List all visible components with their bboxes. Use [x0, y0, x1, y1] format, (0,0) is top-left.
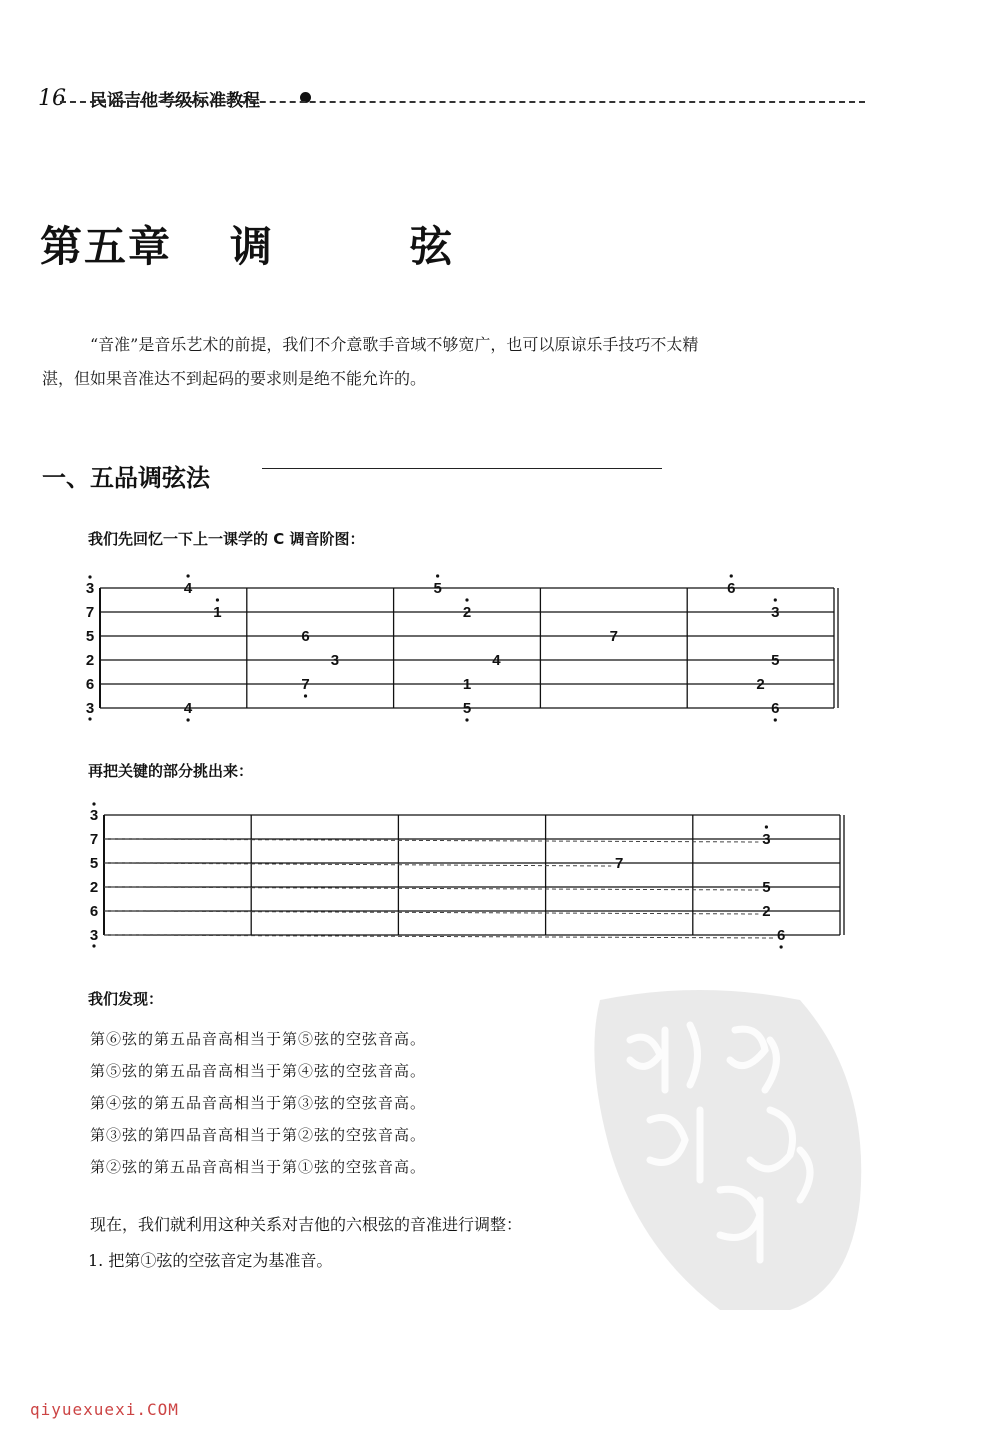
- scale-note: 4: [183, 580, 193, 597]
- open-note: 6: [89, 903, 99, 920]
- open-note: 7: [89, 831, 99, 848]
- scale-note: 7: [301, 676, 310, 693]
- scale-note: 3: [330, 652, 340, 669]
- intro-line-1: “音准”是音乐艺术的前提，我们不介意歌手音域不够宽广，也可以原谅乐手技巧不太精: [90, 335, 699, 354]
- open-note: 3: [85, 700, 95, 717]
- scale-note: 5: [462, 700, 472, 717]
- caption-scale: 我们先回忆一下上一课学的 C 调音阶图：: [88, 530, 365, 548]
- scale-note: 7: [609, 628, 618, 645]
- open-note: 3: [89, 807, 99, 824]
- scale-note: 6: [301, 628, 310, 645]
- scale-note: 7: [615, 855, 624, 872]
- finding-line: 第⑤弦的第五品音高相当于第④弦的空弦音高。: [90, 1062, 427, 1080]
- scale-note: 4: [183, 700, 193, 717]
- scale-note: 1: [213, 604, 222, 621]
- scale-note: 2: [762, 903, 771, 920]
- outro-line-1: 现在，我们就利用这种关系对吉他的六根弦的音准进行调整：: [90, 1215, 523, 1234]
- intro-line-2: 湛，但如果音准达不到起码的要求则是绝不能允许的。: [42, 369, 427, 388]
- chapter-name: 调 弦: [230, 222, 501, 271]
- chapter-label: 第五章: [40, 222, 173, 271]
- scale-note: 4: [492, 652, 501, 669]
- scale-note: 3: [762, 831, 771, 848]
- finding-line: 第⑥弦的第五品音高相当于第⑤弦的空弦音高。: [90, 1030, 427, 1048]
- open-note: 3: [85, 580, 95, 597]
- scale-note: 5: [433, 580, 442, 597]
- scale-note: 1: [462, 676, 472, 693]
- scale-note: 6: [771, 700, 780, 717]
- caption-found: 我们发现：: [88, 990, 164, 1008]
- finding-line: 第③弦的第四品音高相当于第②弦的空弦音高。: [90, 1126, 427, 1144]
- scale-note: 6: [776, 927, 786, 944]
- site-watermark: qiyuexuexi.COM: [30, 1400, 179, 1419]
- scale-note: 5: [762, 879, 771, 896]
- finding-line: 第②弦的第五品音高相当于第①弦的空弦音高。: [90, 1158, 427, 1176]
- open-note: 2: [89, 879, 99, 896]
- scale-note: 2: [462, 604, 472, 621]
- page-number: 16: [38, 86, 66, 111]
- open-note: 5: [89, 855, 99, 872]
- finding-line: 第④弦的第五品音高相当于第③弦的空弦音高。: [90, 1094, 427, 1112]
- caption-key: 再把关键的部分挑出来：: [88, 762, 254, 780]
- scale-note: 6: [727, 580, 736, 597]
- outro-step-1: 1. 把第①弦的空弦音定为基准音。: [88, 1251, 333, 1270]
- scale-note: 3: [771, 604, 780, 621]
- open-note: 5: [85, 628, 95, 645]
- scale-note: 5: [771, 652, 780, 669]
- open-note: 2: [85, 652, 95, 669]
- running-head: 民谣吉他考级标准教程: [90, 91, 260, 111]
- section-title: 一、五品调弦法: [42, 464, 210, 492]
- scale-note: 2: [756, 676, 765, 693]
- open-note: 6: [85, 676, 95, 693]
- open-note: 7: [85, 604, 95, 621]
- open-note: 3: [89, 927, 99, 944]
